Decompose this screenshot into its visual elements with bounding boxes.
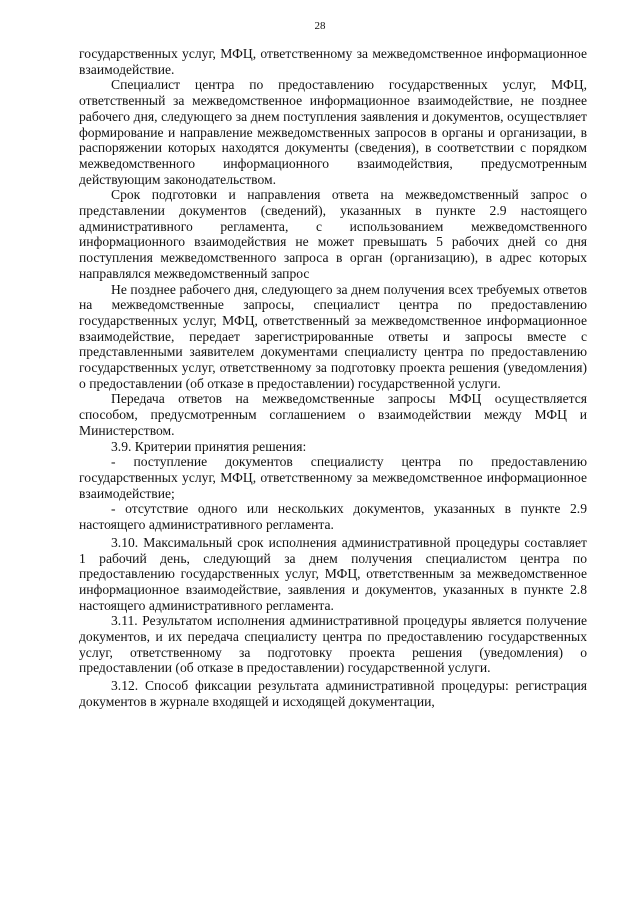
paragraph-response-transfer: Не позднее рабочего дня, следующего за днем получения всех требуемых ответов на межведомственные запросы, специалист центра по предоставлению государственных услуг, МФЦ, ответственный за межведомственное информационное взаимодействие, передает зарегистрированные ответы и запросы вместе с представленными заявителем документами специалисту центра по предоставлению государственных услуг, ответственному за подготовку проекта решения (уведомления) о предоставлении (об отказе в предоставлении) государственной услуги. — [79, 281, 587, 391]
document-body — [79, 46, 587, 710]
list-item-documents-received: - поступление документов специалисту центра по предоставлению государственных услуг, МФЦ, ответственному за межведомственное информационное взаимодействие; — [79, 454, 587, 501]
paragraph-interagency-requests: Специалист центра по предоставлению государственных услуг, МФЦ, ответственный за межведомственное информационное взаимодействие, не позднее рабочего дня, следующего за днем поступления заявления и документов, осуществляет формирование и направление межведомственных запросов в органы и организации, в распоряжении которых находятся документы (сведения), в соответствии с порядком межведомственного информационного взаимодействия, предусмотренным действующим законодательством. — [79, 77, 587, 187]
paragraph-continuation: государственных услуг, МФЦ, ответственному за межведомственное информационное взаимодействие. — [79, 46, 587, 77]
list-item-documents-missing: - отсутствие одного или нескольких документов, указанных в пункте 2.9 настоящего административного регламента. — [79, 501, 587, 533]
paragraph-3-12: 3.12. Способ фиксации результата административной процедуры: регистрация документов в журнале входящей и исходящей документации, — [79, 678, 587, 709]
paragraph-3-9-heading: 3.9. Критерии принятия решения: — [111, 438, 307, 454]
page-number: 28 — [314, 20, 326, 32]
paragraph-mfc-transfer: Передача ответов на межведомственные запросы МФЦ осуществляется способом, предусмотренным соглашением о взаимодействии между МФЦ и Министерством. — [79, 391, 587, 438]
paragraph-response-deadline: Срок подготовки и направления ответа на межведомственный запрос о представлении документов (сведений), указанных в пункте 2.9 настоящего административного регламента, с использованием межведомственного информационного взаимодействия не может превышать 5 рабочих дней со дня поступления межведомственного запроса в орган (организацию), в адрес которых направлялся межведомственный запрос — [79, 187, 587, 281]
paragraph-3-11: 3.11. Результатом исполнения административной процедуры является получение документов, и их передача специалисту центра по предоставлению государственных услуг, ответственному за подготовку проекта решения (уведомления) о предоставлении (об отказе в предоставлении) государственной услуги. — [79, 613, 587, 676]
paragraph-3-10: 3.10. Максимальный срок исполнения административной процедуры составляет 1 рабочий день, следующий за днем получения специалистом центра по предоставлению государственных услуг, МФЦ, ответственным за межведомственное информационное взаимодействие, заявления и документов, указанных в пункте 2.8 настоящего административного регламента. — [79, 534, 587, 613]
